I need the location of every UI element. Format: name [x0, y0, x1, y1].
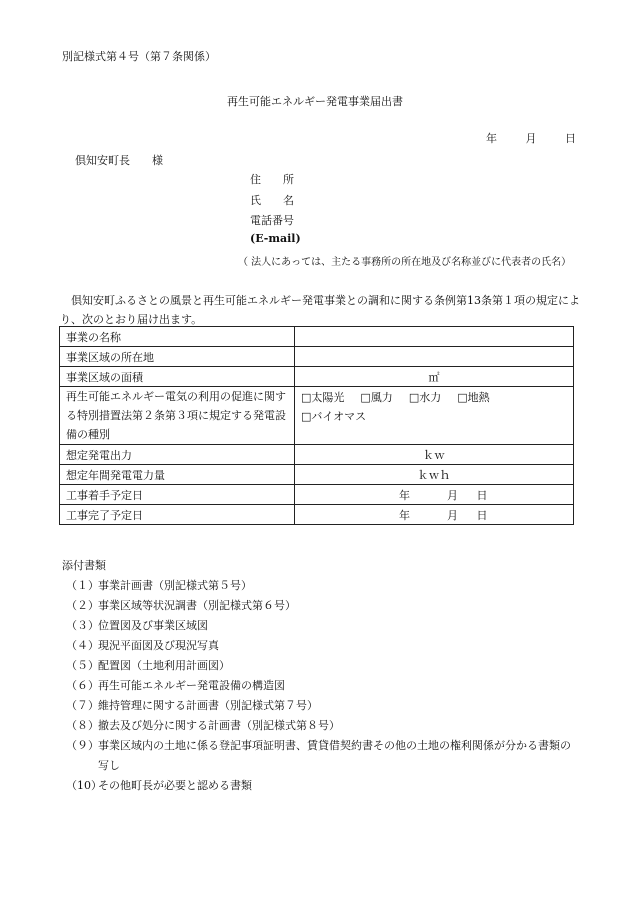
submission-date — [486, 130, 576, 146]
end-year-label: 年 — [399, 508, 410, 522]
option-biomass-checkbox[interactable]: □バイオマス — [301, 410, 367, 423]
end-day-label: 日 — [476, 508, 488, 522]
date-day-label: 日 — [565, 132, 576, 145]
annual-generation-label: 想定年間発電電力量 — [60, 465, 295, 485]
project-location-label: 事業区域の所在地 — [60, 347, 295, 367]
date-year-label: 年 — [486, 132, 497, 145]
item-text: 事業区域内の土地に係る登記事項証明書、賃貸借契約書その他の土地の権利関係が分かる書類の写し — [98, 739, 571, 772]
list-item — [66, 736, 578, 776]
applicant-phone-label: 電話番号 — [250, 214, 294, 227]
table-row — [60, 505, 574, 525]
list-item — [66, 776, 578, 796]
list-item — [66, 656, 578, 676]
table-row — [60, 387, 574, 445]
attachments-list — [66, 576, 578, 796]
statement-text: 倶知安町ふるさとの風景と再生可能エネルギー発電事業との調和に関する条例第13条第１項の規定により、次のとおり届け出ます。 — [60, 294, 580, 326]
rated-output-field[interactable] — [295, 445, 574, 465]
construction-end-field[interactable] — [295, 505, 574, 525]
item-text: 撤去及び処分に関する計画書（別記様式第８号） — [98, 719, 340, 732]
form-number: 別記様式第４号（第７条関係） — [62, 50, 216, 63]
item-number: （８） — [66, 719, 99, 732]
table-row — [60, 445, 574, 465]
project-name-label: 事業の名称 — [60, 327, 295, 347]
construction-end-label: 工事完了予定日 — [60, 505, 295, 525]
applicant-address-label: 住 所 — [250, 173, 294, 186]
document-title: 再生可能エネルギー発電事業届出書 — [227, 95, 403, 108]
corporation-note: （ 法人にあっては、主たる事務所の所在地及び名称並びに代表者の氏名） — [238, 257, 572, 268]
construction-start-field[interactable] — [295, 485, 574, 505]
project-area-field[interactable] — [295, 367, 574, 387]
applicant-email-label: (E-mail) — [250, 232, 301, 245]
item-number: （１） — [66, 579, 99, 592]
construction-start-label: 工事着手予定日 — [60, 485, 295, 505]
option-wind-checkbox[interactable]: □風力 — [360, 391, 393, 404]
table-row — [60, 485, 574, 505]
option-solar-checkbox[interactable]: □太陽光 — [301, 391, 345, 404]
item-number: （２） — [66, 599, 99, 612]
table-row — [60, 327, 574, 347]
attachments-title: 添付書類 — [62, 559, 106, 572]
project-info-table — [59, 326, 574, 525]
item-number: （６） — [66, 679, 99, 692]
item-number: （４） — [66, 639, 99, 652]
generation-type-label: 再生可能エネルギー電気の利用の促進に関する特別措置法第２条第３項に規定する発電設備の種別 — [60, 387, 295, 445]
item-text: 事業区域等状況調書（別記様式第６号） — [98, 599, 296, 612]
item-text: 事業計画書（別記様式第５号） — [98, 579, 252, 592]
list-item — [66, 596, 578, 616]
item-number: （７） — [66, 699, 99, 712]
item-text: 現況平面図及び現況写真 — [98, 639, 219, 652]
item-text: 配置図（土地利用計画図） — [98, 659, 230, 672]
item-text: その他町長が必要と認める書類 — [98, 779, 252, 792]
project-name-field[interactable] — [295, 327, 574, 347]
option-geothermal-checkbox[interactable]: □地熱 — [457, 391, 490, 404]
annual-generation-field[interactable] — [295, 465, 574, 485]
rated-output-label: 想定発電出力 — [60, 445, 295, 465]
item-number: （９） — [66, 739, 99, 752]
area-unit: ㎡ — [428, 370, 440, 384]
item-text: 位置図及び事業区域図 — [98, 619, 208, 632]
project-area-label: 事業区域の面積 — [60, 367, 295, 387]
list-item — [66, 616, 578, 636]
list-item — [66, 696, 578, 716]
item-text: 再生可能エネルギー発電設備の構造図 — [98, 679, 285, 692]
list-item — [66, 576, 578, 596]
generation-unit: ｋｗｈ — [417, 468, 451, 482]
list-item — [66, 636, 578, 656]
item-number: （５） — [66, 659, 99, 672]
applicant-name-label: 氏 名 — [250, 194, 294, 207]
table-row — [60, 347, 574, 367]
start-year-label: 年 — [399, 488, 410, 502]
date-month-label: 月 — [525, 132, 537, 145]
table-row — [60, 367, 574, 387]
option-hydro-checkbox[interactable]: □水力 — [408, 391, 442, 404]
list-item — [66, 676, 578, 696]
item-text: 維持管理に関する計画書（別記様式第７号） — [98, 699, 318, 712]
recipient: 倶知安町長 様 — [75, 154, 163, 167]
item-number: （10） — [66, 779, 102, 792]
start-month-label: 月 — [447, 488, 458, 502]
list-item — [66, 716, 578, 736]
item-number: （３） — [66, 619, 99, 632]
end-month-label: 月 — [447, 508, 458, 522]
generation-type-field — [295, 387, 574, 445]
output-unit: ｋｗ — [423, 448, 445, 462]
table-row — [60, 465, 574, 485]
project-location-field[interactable] — [295, 347, 574, 367]
start-day-label: 日 — [476, 488, 488, 502]
